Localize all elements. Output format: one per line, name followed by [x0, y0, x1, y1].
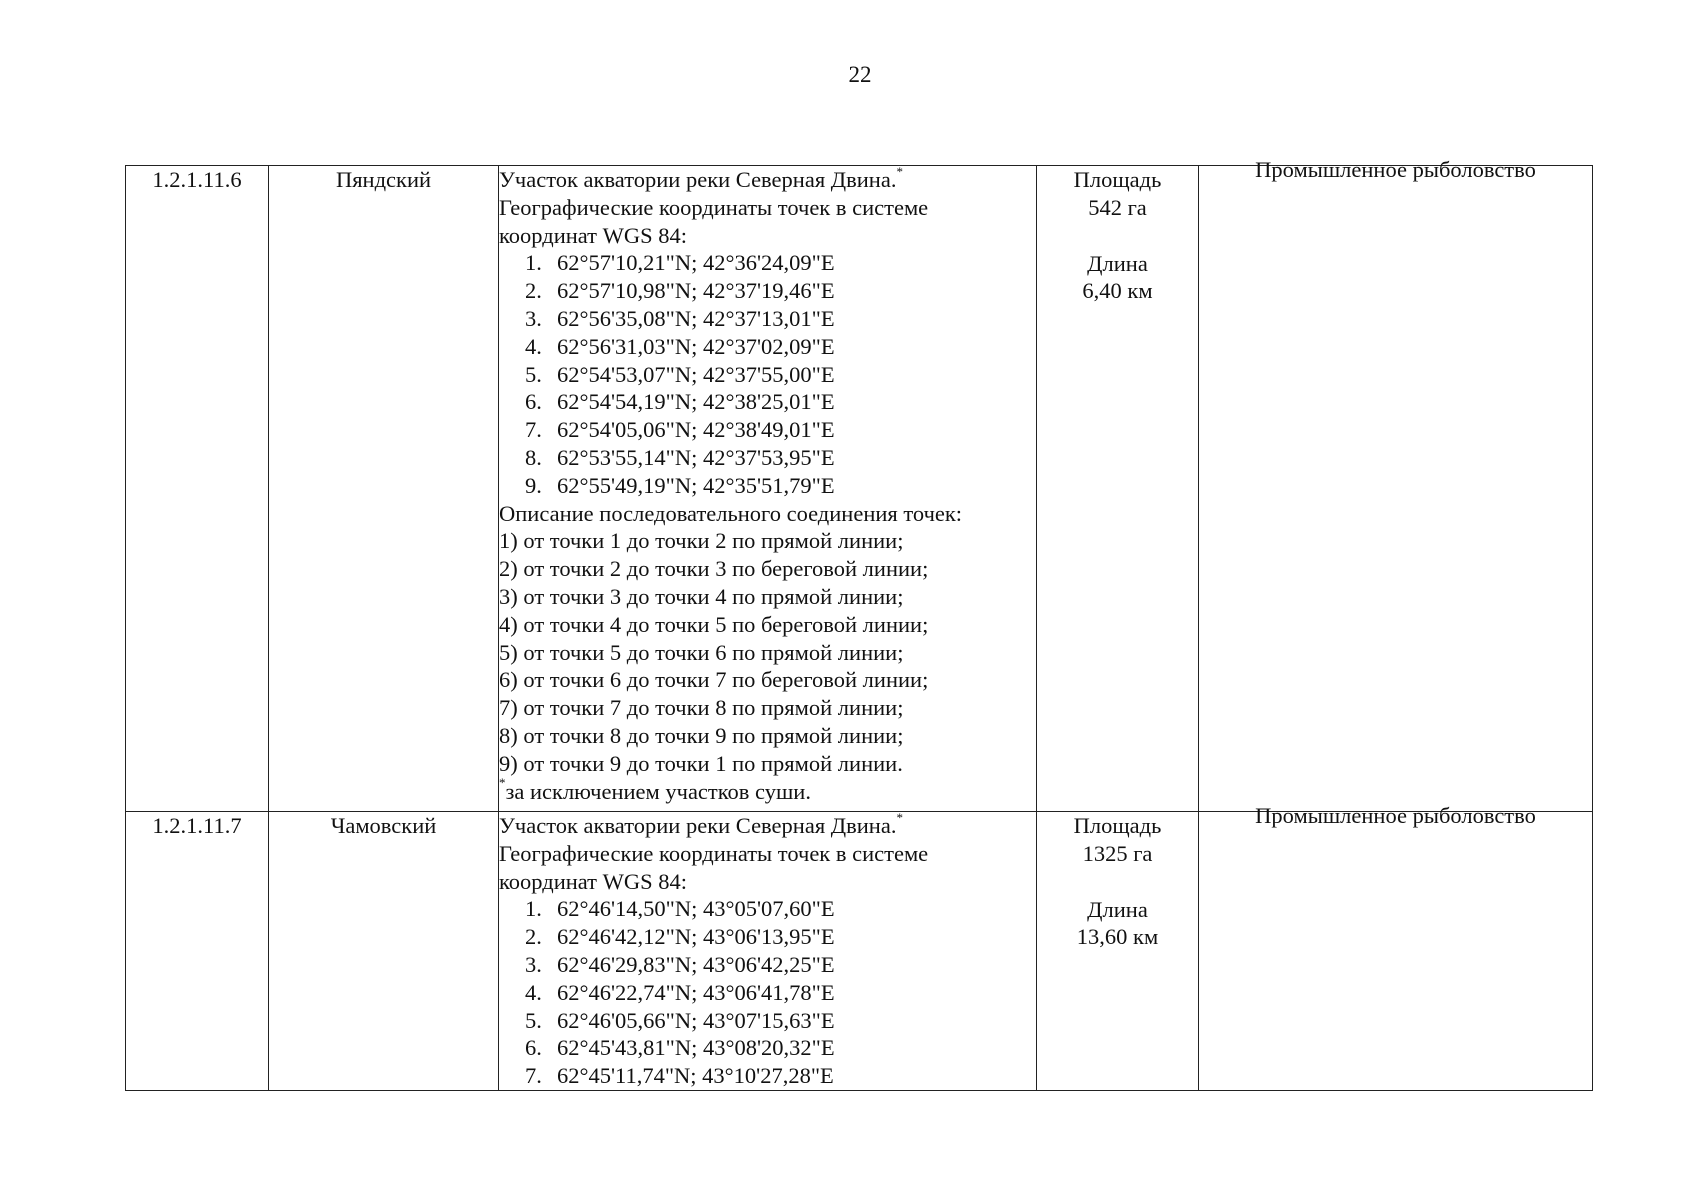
connection-title: Описание последовательного соединения точек: — [499, 500, 963, 526]
area-size-cell — [1037, 812, 1199, 1091]
area-number-cell — [126, 812, 269, 1091]
table-row — [126, 166, 1593, 812]
area-label: Площадь — [1073, 167, 1162, 192]
usage-cell — [1199, 803, 1593, 1091]
area-description-cell — [499, 163, 1037, 812]
coord-intro-line: Географические координаты точек в системе — [499, 194, 929, 220]
connection-line: 8) от точки 8 до точки 9 по прямой линии; — [499, 722, 904, 748]
footnote: *за исключением участков суши. — [499, 775, 811, 804]
area-value: 1325 га — [1082, 840, 1153, 866]
area-number-cell — [126, 166, 269, 812]
coordinate-item: 2. 62°57'10,98"N; 42°37'19,46"E — [525, 278, 835, 304]
area-name: Пяндский — [335, 167, 432, 192]
coordinate-item: 4. 62°46'22,74"N; 43°06'41,78"E — [525, 979, 835, 1005]
coordinate-item: 9. 62°55'49,19"N; 42°35'51,79"E — [525, 472, 835, 498]
connection-line: 7) от точки 7 до точки 8 по прямой линии; — [499, 695, 904, 721]
length-label: Длина — [1087, 250, 1148, 276]
area-value: 542 га — [1088, 194, 1147, 220]
area-name-cell — [269, 812, 499, 1091]
coordinate-item: 6. 62°45'43,81"N; 43°08'20,32"E — [525, 1035, 835, 1061]
connection-line: 4) от точки 4 до точки 5 по береговой линии; — [499, 611, 929, 637]
connection-line: 6) от точки 6 до точки 7 по береговой линии; — [499, 667, 929, 693]
length-label: Длина — [1087, 896, 1148, 922]
coordinate-item: 2. 62°46'42,12"N; 43°06'13,95"E — [525, 924, 835, 950]
area-number: 1.2.1.11.7 — [152, 813, 242, 838]
usage-cell — [1199, 157, 1593, 812]
area-number: 1.2.1.11.6 — [152, 167, 242, 192]
coordinate-item: 1. 62°46'14,50"N; 43°05'07,60"E — [525, 896, 835, 922]
coord-intro-line: координат WGS 84: — [499, 868, 688, 894]
coordinate-item: 1. 62°57'10,21"N; 42°36'24,09"E — [525, 250, 835, 276]
coordinate-item: 5. 62°54'53,07"N; 42°37'55,00"E — [525, 361, 835, 387]
connection-line: 2) от точки 2 до точки 3 по береговой линии; — [499, 556, 929, 582]
coordinate-item: 3. 62°56'35,08"N; 42°37'13,01"E — [525, 305, 835, 331]
fishing-areas-table — [125, 157, 1593, 1091]
connection-line: 9) от точки 9 до точки 1 по прямой линии. — [499, 750, 903, 776]
coord-intro-line: координат WGS 84: — [499, 222, 688, 248]
table-row — [126, 812, 1593, 1091]
coordinate-item: 7. 62°54'05,06"N; 42°38'49,01"E — [525, 417, 835, 443]
coordinate-item: 7. 62°45'11,74"N; 43°10'27,28"E — [525, 1063, 834, 1089]
connection-line: 3) от точки 3 до точки 4 по прямой линии; — [499, 583, 904, 609]
area-description-cell — [499, 809, 1037, 1091]
length-value: 6,40 км — [1082, 278, 1153, 304]
coordinate-list — [499, 249, 1036, 499]
coordinate-list — [499, 895, 1036, 1090]
coordinate-item: 6. 62°54'54,19"N; 42°38'25,01"E — [525, 389, 835, 415]
area-name-cell — [269, 166, 499, 812]
length-value: 13,60 км — [1076, 924, 1159, 950]
usage-text: Промышленное рыболовство — [1255, 803, 1536, 828]
usage-text: Промышленное рыболовство — [1255, 157, 1536, 182]
coordinate-item: 5. 62°46'05,66"N; 43°07'15,63"E — [525, 1007, 835, 1033]
description-title: Участок акватории реки Северная Двина.* — [499, 809, 903, 838]
coordinate-item: 8. 62°53'55,14"N; 42°37'53,95"E — [525, 444, 835, 470]
coordinate-item: 4. 62°56'31,03"N; 42°37'02,09"E — [525, 333, 835, 359]
area-name: Чамовский — [330, 813, 437, 838]
connection-line: 5) от точки 5 до точки 6 по прямой линии; — [499, 639, 904, 665]
area-size-cell — [1037, 166, 1199, 812]
page-number: 22 — [848, 62, 872, 87]
connection-line: 1) от точки 1 до точки 2 по прямой линии; — [499, 528, 904, 554]
area-label: Площадь — [1073, 813, 1162, 838]
description-title: Участок акватории реки Северная Двина.* — [499, 163, 903, 192]
coord-intro-line: Географические координаты точек в системе — [499, 840, 929, 866]
coordinate-item: 3. 62°46'29,83"N; 43°06'42,25"E — [525, 951, 835, 977]
